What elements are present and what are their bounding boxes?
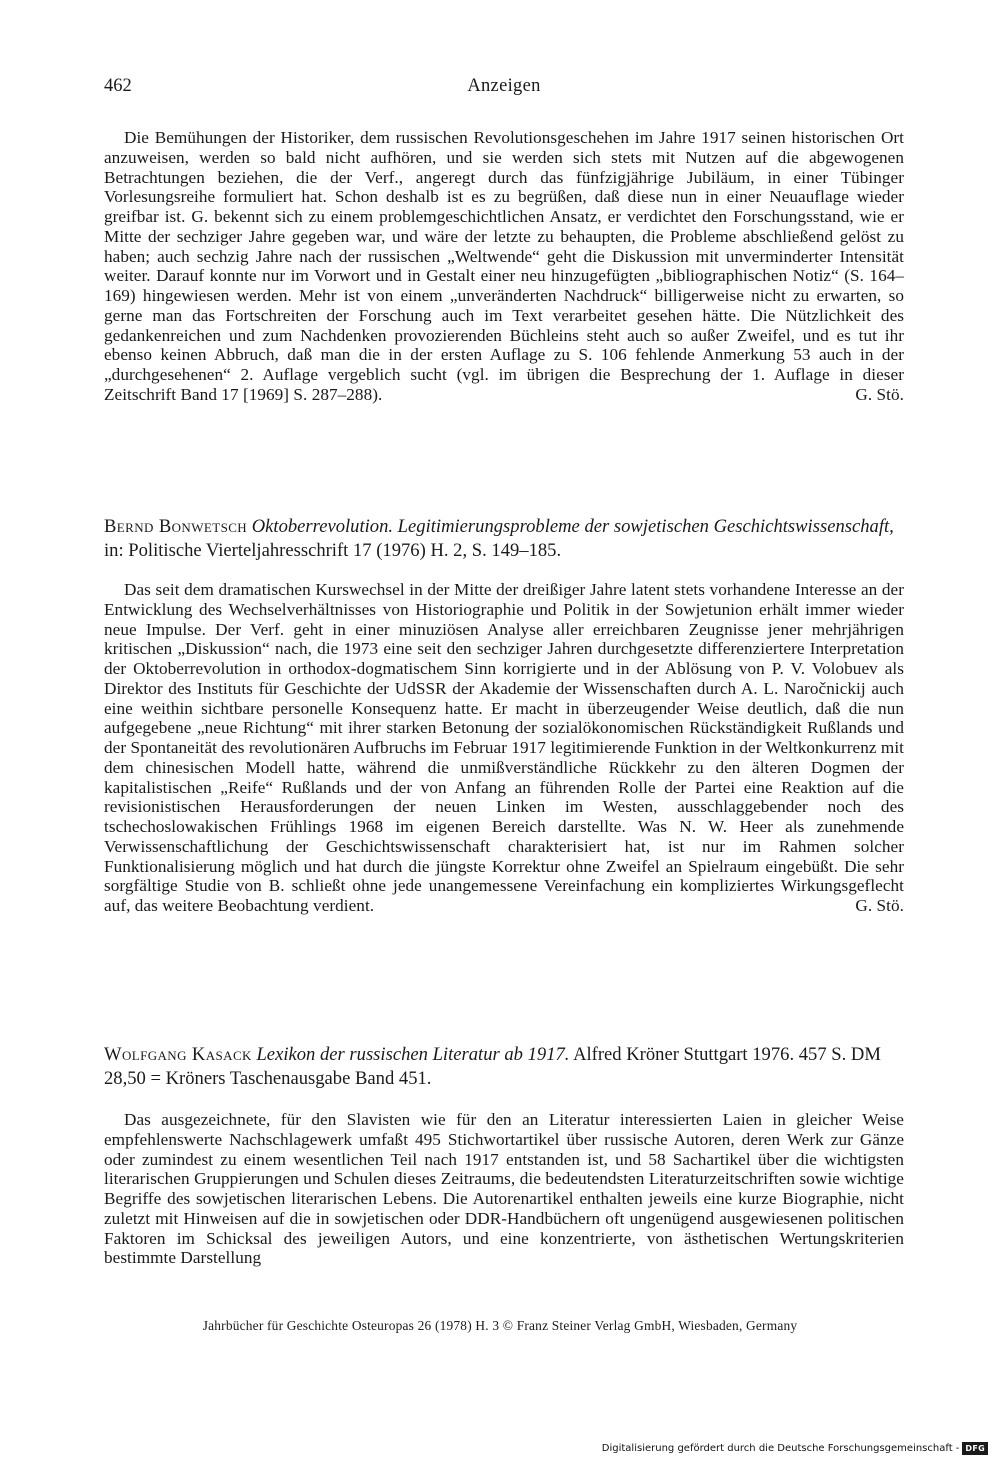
page-number: 462 (104, 76, 132, 96)
digitization-credit (602, 1441, 988, 1455)
review-3-content (104, 1110, 904, 1268)
review-3-citation: Alfred Kröner Stuttgart 1976. 457 S. DM 28,50 = Kröners Taschenausgabe Band 451. (104, 1044, 881, 1089)
review-1 (104, 128, 904, 405)
review-1-signature: G. Stö. (855, 384, 904, 404)
review-2-author: Bernd Bonwetsch (104, 516, 248, 537)
review-1-body (104, 128, 904, 405)
review-2-heading (104, 515, 904, 563)
running-head (104, 76, 904, 102)
review-1-text: Die Bemühungen der Historiker, dem russischen Revolutionsgeschehen im Jahre 1917 seinen historischen Ort anzuweisen, werden so bald nicht aufhören, und sie werden sich stets mit Nutzen auf die abgewogenen Betrachtungen beziehen, die der Verf., angeregt durch das fünfzigjährige Jubiläum, in einer Tübinger Vorlesungsreihe formuliert hat. Schon deshalb ist es zu begrüßen, daß diese nun in einer Neuauflage wieder greifbar ist. G. bekennt sich zu einem problemgeschichtlichen Ansatz, er verdichtet den Forschungsstand, wie er Mitte der sechziger Jahre gegeben war, und wäre der letzte zu behaupten, die Probleme abschließend gelöst zu haben; auch sechzig Jahre nach der russischen „Weltwende“ geht die Diskussion mit unverminderter Intensität weiter. Darauf konnte nur im Vorwort und in Gestalt einer neu hinzugefügten „bibliographischen Notiz“ (S. 164–169) hingewiesen werden. Mehr ist von einem „unveränderten Nachdruck“ billigerweise nicht zu erwarten, so gerne man das Fortschreiten der Forschung auch im Text verarbeitet gesehen hätte. Die Nützlichkeit des gedankenreichen und zum Nachdenken provozierenden Büchleins steht auch so außer Zweifel, und es tut ihr ebenso keinen Abbruch, daß man die in der ersten Auflage zu S. 106 fehlende Anmerkung 53 auch in der „durchgesehenen“ 2. Auflage vergeblich sucht (vgl. im übrigen die Besprechung der 1. Auflage in dieser Zeitschrift Band 17 [1969] S. 287–288). (104, 128, 904, 404)
journal-footer: Jahrbücher für Geschichte Osteuropas 26 (1978) H. 3 © Franz Steiner Verlag GmbH, Wiesbaden, Germany (202, 1318, 798, 1333)
review-3-heading (104, 1043, 904, 1091)
review-2-content (104, 580, 904, 916)
review-2-body (104, 580, 904, 916)
review-2-citation: in: Politische Vierteljahresschrift 17 (1976) H. 2, S. 149–185. (104, 540, 562, 561)
review-2-title: Oktoberrevolution. Legitimierungsprobleme der sowjetischen Geschichtswissenschaft, (251, 516, 894, 537)
review-2-signature: G. Stö. (855, 896, 904, 915)
section-title: Anzeigen (467, 76, 541, 96)
review-3-text: Das ausgezeichnete, für den Slavisten wie für den an Literatur interessierten Laien in gleicher Weise empfehlenswerte Nachschlagewerk umfaßt 495 Stichwortartikel über russische Autoren, deren Werk zur Gänze oder zumindest zu einem wesentlichen Teil nach 1917 entstanden ist, und 58 Sachartikel über die wichtigsten literarischen Gruppierungen und Schulen dieses Zeitraums, die bedeutendsten Literaturzeitschriften sowie wichtige Begriffe des sowjetischen literarischen Lebens. Die Autorenartikel enthalten jeweils eine kurze Biographie, nicht zuletzt mit Hinweisen auf die in sowjetischen oder DDR-Handbüchern oft ungenügend ausgewiesenen politischen Faktoren im Schicksal des jeweiligen Autors, und eine konzentrierte, von ästhetischen Wertungskriterien bestimmte Darstellung (104, 1110, 904, 1268)
review-2-text: Das seit dem dramatischen Kurswechsel in der Mitte der dreißiger Jahre latent stets vorhandene Interesse an der Entwicklung des Wechselverhältnisses von Historiographie und Politik in der Sowjetunion erhält immer wieder neue Impulse. Der Verf. geht in einer minuziösen Analyse aller erreichbaren Zeugnisse jener mehrjährigen kritischen „Diskussion“ nach, die 1973 eine seit den sechziger Jahren durchgesetzte differenziertere Interpretation der Oktoberrevolution in orthodox-dogmatischem Sinn korrigierte und in der Ablösung von P. V. Volobuev als Direktor des Instituts für Geschichte der UdSSR der Akademie der Wissenschaften durch A. L. Naročnickij auch eine weithin sichtbare personelle Konsequenz hatte. Er macht in überzeugender Weise deutlich, daß die nun aufgegebene „neue Richtung“ mit ihrer starken Betonung der sozialökonomischen Rückständigkeit Rußlands und der Spontaneität des revolutionären Aufbruchs im Februar 1917 legitimierende Funktion in der Weltkonkurrenz mit dem chinesischen Modell hatte, während die unmißverständliche Rückkehr zu den älteren Dogmen der kapitalistischen „Reife“ Rußlands und der von Anfang an führenden Rolle der Partei eine Reaktion auf die revisionistischen Herausforderungen der neuen Linken im Westen, ausschlaggebender noch des tschechoslowakischen Frühlings 1968 im eigenen Bereich darstellte. Was N. W. Heer als zunehmende Verwissenschaftlichung der Geschichtswissenschaft charakterisiert hat, ist nur im Rahmen solcher Funktionalisierung möglich und hat durch die jüngste Korrektur ohne Zweifel an Spielraum eingebüßt. Die sehr sorgfältige Studie von B. schließt ohne jede unangemessene Vereinfachung ein kompliziertes Wirkungsgeflecht auf, das weitere Beobachtung verdient. (104, 580, 904, 915)
dfg-logo-icon: DFG (962, 1442, 988, 1455)
review-3-body (104, 1110, 904, 1268)
review-3-author: Wolfgang Kasack (104, 1044, 252, 1065)
review-3-title: Lexikon der russischen Literatur ab 1917. (256, 1044, 570, 1065)
review-2 (104, 515, 904, 563)
digitization-note: Digitalisierung gefördert durch die Deutsche Forschungsgemeinschaft - (601, 1442, 960, 1454)
review-3 (104, 1043, 904, 1091)
